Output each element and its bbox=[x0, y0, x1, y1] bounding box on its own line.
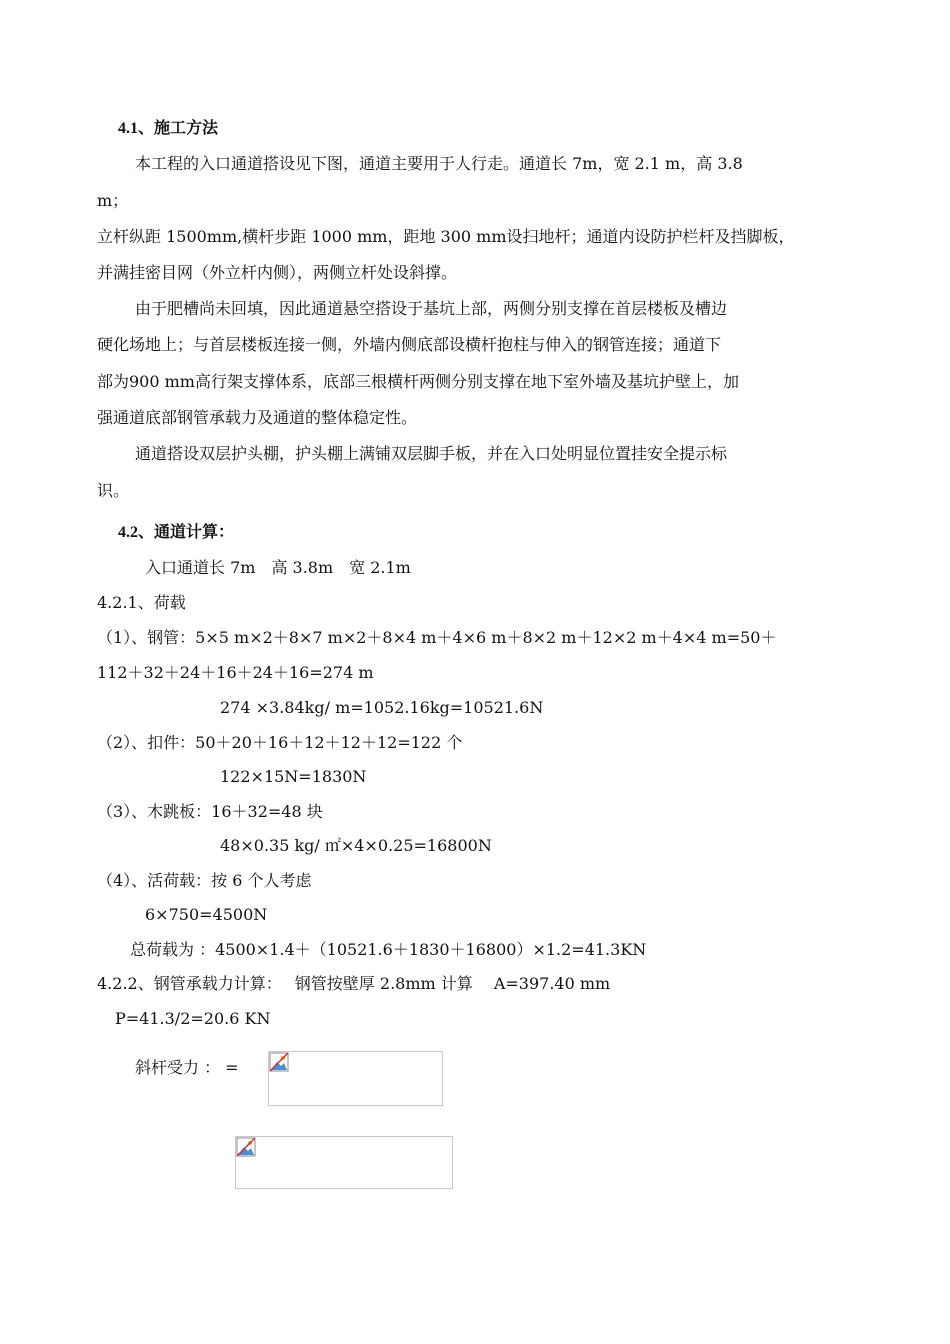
calc-line: P=41.3/2=20.6 KN bbox=[115, 1009, 271, 1028]
paragraph-line: 硬化场地上；与首层楼板连接一侧，外墙内侧底部设横杆抱柱与伸入的钢管连接；通道下 bbox=[97, 335, 722, 354]
paragraph-line: 本工程的入口通道搭设见下图，通道主要用于人行走。通道长 7m，宽 2.1 m，高 3.8 bbox=[135, 154, 743, 173]
paragraph-line: 识。 bbox=[97, 481, 130, 500]
calc-line: 274 ×3.84kg/ m=1052.16kg=10521.6N bbox=[220, 698, 544, 717]
calc-line: （4）、活荷载：按 6 个人考虑 bbox=[97, 871, 312, 890]
paragraph-line: 强通道底部钢管承载力及通道的整体稳定性。 bbox=[97, 408, 418, 427]
broken-image-icon bbox=[236, 1137, 256, 1157]
calc-line: （1）、钢管：5×5 m×2＋8×7 m×2＋8×4 m＋4×6 m＋8×2 m＋12×2 m＋4×4 m=50＋ bbox=[97, 628, 777, 647]
paragraph-line: 由于肥槽尚未回填，因此通道悬空搭设于基坑上部，两侧分别支撑在首层楼板及槽边 bbox=[135, 299, 728, 318]
section-4-1-heading: 4.1、施工方法 bbox=[118, 120, 219, 137]
paragraph-line: m； bbox=[97, 191, 129, 210]
calc-line: 112＋32＋24＋16＋24＋16=274 m bbox=[97, 663, 374, 682]
formula-image-placeholder bbox=[268, 1051, 443, 1106]
subsection-heading: 4.2.2、钢管承载力计算： 钢管按壁厚 2.8mm 计算 A=397.40 mm bbox=[97, 974, 611, 993]
paragraph-line: 并满挂密目网（外立杆内侧），两侧立杆处设斜撑。 bbox=[97, 263, 458, 282]
calc-line: 48×0.35 kg/ ㎡×4×0.25=16800N bbox=[220, 836, 492, 855]
calc-line: 122×15N=1830N bbox=[220, 767, 367, 786]
subsection-heading: 4.2.1、荷载 bbox=[97, 593, 186, 612]
formula-image-placeholder bbox=[235, 1136, 453, 1189]
calc-line: （3）、木跳板：16＋32=48 块 bbox=[97, 802, 323, 821]
calc-line: 6×750=4500N bbox=[145, 905, 268, 924]
calc-line: 入口通道长 7m 高 3.8m 宽 2.1m bbox=[145, 558, 411, 577]
broken-image-icon bbox=[269, 1052, 289, 1072]
paragraph-line: 通道搭设双层护头棚，护头棚上满铺双层脚手板，并在入口处明显位置挂安全提示标 bbox=[135, 444, 728, 463]
calc-line: 总荷载为 ：4500×1.4＋（10521.6＋1830＋16800）×1.2=41.3KN bbox=[130, 940, 647, 959]
section-4-2-heading: 4.2、通道计算： bbox=[118, 524, 235, 541]
calc-line: （2）、扣件：50＋20＋16＋12＋12＋12=122 个 bbox=[97, 733, 463, 752]
calc-line: 斜杆受力 ： = bbox=[135, 1058, 239, 1077]
paragraph-line: 部为900 mm高行架支撑体系，底部三根横杆两侧分别支撑在地下室外墙及基坑护壁上，加 bbox=[97, 372, 739, 391]
paragraph-line: 立杆纵距 1500mm,横杆步距 1000 mm，距地 300 mm设扫地杆；通道内设防护栏杆及挡脚板， bbox=[97, 227, 795, 246]
